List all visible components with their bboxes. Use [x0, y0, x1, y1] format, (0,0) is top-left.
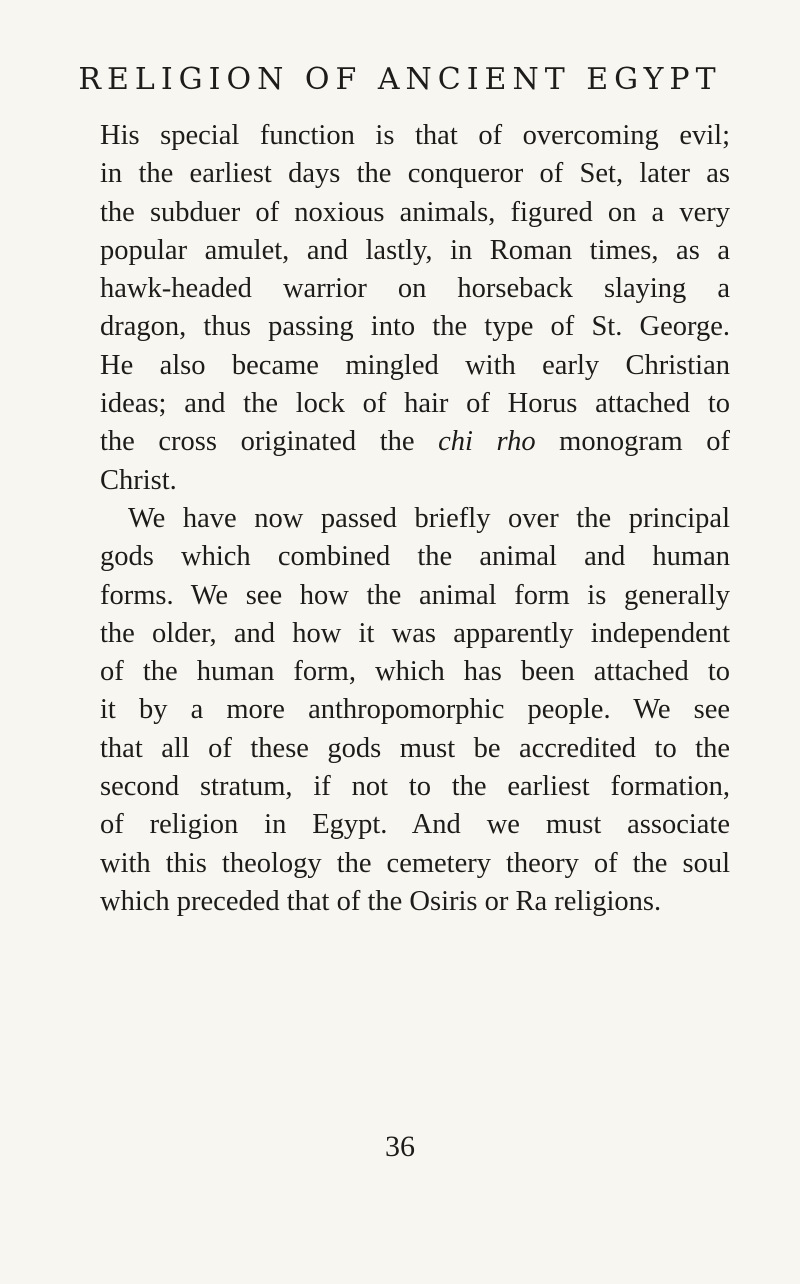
text-line: second stratum, if not to the earliest formation, — [100, 771, 730, 803]
italic-term: chi rho — [438, 426, 536, 458]
text-line: in the earliest days the conqueror of Set, later as — [100, 158, 730, 190]
text-fragment: monogram of — [535, 426, 730, 458]
text-line: His special function is that of overcoming evil; — [100, 120, 730, 151]
text-fragment: the cross originated the — [100, 426, 439, 458]
text-line: We have now passed briefly over the principal — [128, 502, 730, 534]
text-line: hawk-headed warrior on horseback slaying a — [100, 273, 730, 305]
body-text — [100, 117, 730, 921]
text-line — [100, 423, 730, 461]
text-line: the older, and how it was apparently independent — [100, 617, 730, 649]
paragraph-2 — [100, 500, 730, 921]
text-line: which preceded that of the Osiris or Ra religions. — [100, 885, 662, 917]
text-line: Christ. — [100, 464, 177, 496]
text-line: of religion in Egypt. And we must associate — [100, 809, 730, 841]
text-line: dragon, thus passing into the type of St. George. — [100, 311, 730, 343]
text-line: it by a more anthropomorphic people. We see — [100, 694, 730, 726]
text-line: with this theology the cemetery theory of the soul — [100, 847, 730, 879]
text-line: He also became mingled with early Christian — [100, 349, 730, 381]
text-line: gods which combined the animal and human — [100, 541, 730, 573]
text-line: the subduer of noxious animals, figured on a very — [100, 196, 730, 228]
text-line: ideas; and the lock of hair of Horus attached to — [100, 388, 730, 420]
page-number: 36 — [385, 1130, 415, 1163]
text-line: forms. We see how the animal form is generally — [100, 579, 730, 611]
text-line: popular amulet, and lastly, in Roman times, as a — [100, 234, 730, 266]
running-head: RELIGION OF ANCIENT EGYPT — [78, 62, 722, 97]
paragraph-1 — [100, 117, 730, 500]
text-line: that all of these gods must be accredited to the — [100, 732, 730, 764]
text-line: of the human form, which has been attached to — [100, 656, 730, 688]
